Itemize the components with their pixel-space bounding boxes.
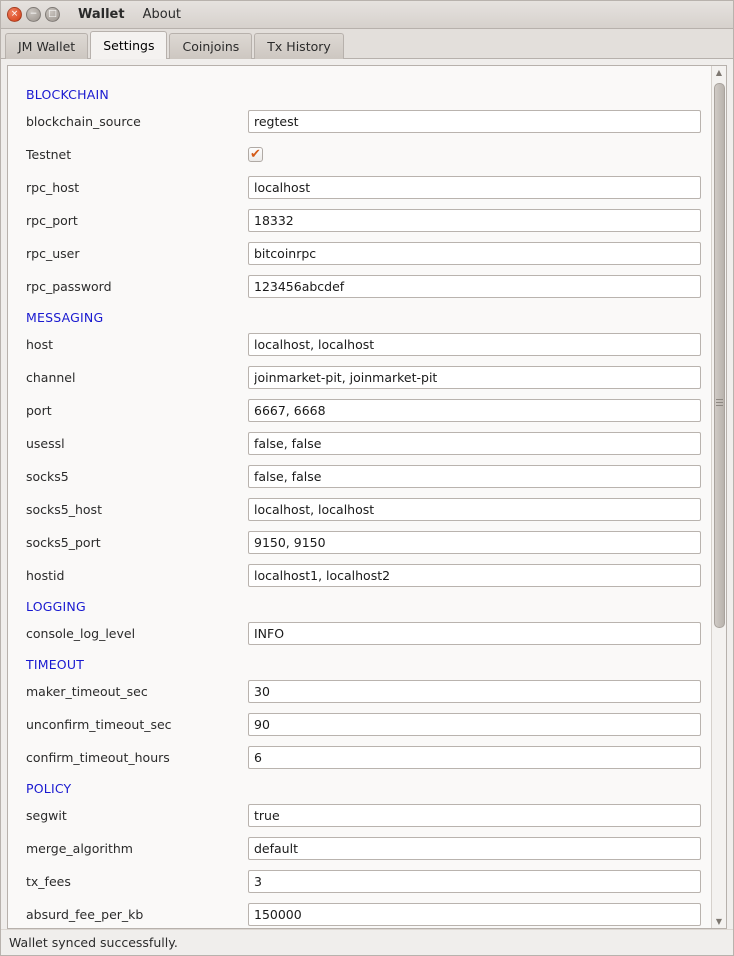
setting-label: channel — [26, 370, 76, 385]
setting-label: segwit — [26, 808, 67, 823]
section-title: TIMEOUT — [26, 657, 85, 672]
setting-input[interactable] — [248, 531, 701, 554]
settings-section-header — [26, 303, 701, 328]
title-bar — [1, 1, 733, 29]
setting-label: rpc_port — [26, 213, 78, 228]
setting-input[interactable] — [248, 746, 701, 769]
setting-input[interactable] — [248, 713, 701, 736]
settings-panel — [7, 65, 727, 929]
setting-input[interactable] — [248, 903, 701, 926]
setting-input[interactable] — [248, 680, 701, 703]
setting-checkbox[interactable]: ✔ — [248, 147, 263, 162]
settings-section-header — [26, 592, 701, 617]
section-title: POLICY — [26, 781, 72, 796]
status-message: Wallet synced successfully. — [9, 935, 178, 950]
settings-row — [26, 394, 701, 427]
setting-label: merge_algorithm — [26, 841, 133, 856]
scroll-down-icon[interactable]: ▼ — [715, 917, 723, 926]
setting-input[interactable] — [248, 333, 701, 356]
setting-label: rpc_user — [26, 246, 80, 261]
setting-label: hostid — [26, 568, 65, 583]
content-area — [1, 59, 733, 929]
settings-row — [26, 865, 701, 898]
settings-row — [26, 617, 701, 650]
window-controls — [7, 7, 60, 22]
setting-input[interactable] — [248, 432, 701, 455]
vertical-scrollbar[interactable] — [711, 66, 726, 928]
scrollbar-grip-icon — [716, 399, 723, 407]
settings-row — [26, 361, 701, 394]
maximize-icon[interactable]: □ — [45, 7, 60, 22]
status-bar — [1, 929, 733, 955]
setting-label: blockchain_source — [26, 114, 141, 129]
close-icon[interactable]: × — [7, 7, 22, 22]
settings-row — [26, 105, 701, 138]
setting-label: rpc_host — [26, 180, 80, 195]
setting-label: usessl — [26, 436, 65, 451]
settings-section-header — [26, 650, 701, 675]
setting-input[interactable] — [248, 242, 701, 265]
setting-label: socks5_host — [26, 502, 102, 517]
settings-row — [26, 675, 701, 708]
setting-label: port — [26, 403, 52, 418]
section-title: LOGGING — [26, 599, 86, 614]
settings-table — [26, 80, 701, 928]
setting-input[interactable] — [248, 275, 701, 298]
scrollbar-track[interactable] — [713, 79, 726, 915]
settings-section-header — [26, 80, 701, 105]
tab-tx-history[interactable]: Tx History — [254, 33, 343, 59]
setting-label: tx_fees — [26, 874, 71, 889]
setting-input[interactable] — [248, 399, 701, 422]
setting-label: Testnet — [26, 147, 72, 162]
setting-input[interactable] — [248, 498, 701, 521]
settings-row — [26, 493, 701, 526]
menu-bar — [76, 5, 183, 24]
setting-label: maker_timeout_sec — [26, 684, 148, 699]
menu-item-about[interactable]: About — [142, 7, 182, 22]
setting-input[interactable] — [248, 209, 701, 232]
scrollbar-thumb[interactable] — [714, 83, 725, 628]
setting-input[interactable] — [248, 564, 701, 587]
settings-row — [26, 799, 701, 832]
settings-row — [26, 171, 701, 204]
setting-label: rpc_password — [26, 279, 112, 294]
setting-label: socks5 — [26, 469, 69, 484]
setting-input[interactable] — [248, 837, 701, 860]
minimize-icon[interactable]: − — [26, 7, 41, 22]
tab-jm-wallet[interactable]: JM Wallet — [5, 33, 88, 59]
menu-item-wallet[interactable]: Wallet — [78, 7, 125, 22]
settings-form — [8, 66, 711, 928]
section-title: BLOCKCHAIN — [26, 87, 109, 102]
settings-row — [26, 427, 701, 460]
settings-row — [26, 204, 701, 237]
tab-settings[interactable]: Settings — [90, 31, 167, 59]
setting-input[interactable] — [248, 622, 701, 645]
section-title: MESSAGING — [26, 310, 104, 325]
settings-row — [26, 460, 701, 493]
settings-row — [26, 138, 701, 171]
setting-label: host — [26, 337, 53, 352]
setting-input[interactable] — [248, 366, 701, 389]
settings-row — [26, 832, 701, 865]
setting-input[interactable] — [248, 465, 701, 488]
settings-row — [26, 237, 701, 270]
settings-section-header — [26, 774, 701, 799]
settings-row — [26, 708, 701, 741]
scroll-up-icon[interactable]: ▲ — [715, 68, 723, 77]
settings-row — [26, 559, 701, 592]
settings-row — [26, 526, 701, 559]
setting-label: socks5_port — [26, 535, 101, 550]
setting-input[interactable] — [248, 110, 701, 133]
settings-row — [26, 898, 701, 928]
settings-row — [26, 328, 701, 361]
setting-label: console_log_level — [26, 626, 136, 641]
setting-label: confirm_timeout_hours — [26, 750, 170, 765]
setting-label: absurd_fee_per_kb — [26, 907, 144, 922]
tab-bar — [1, 29, 733, 59]
tab-coinjoins[interactable]: Coinjoins — [169, 33, 252, 59]
settings-row — [26, 270, 701, 303]
setting-label: unconfirm_timeout_sec — [26, 717, 172, 732]
setting-input[interactable] — [248, 870, 701, 893]
settings-row — [26, 741, 701, 774]
setting-input[interactable] — [248, 804, 701, 827]
setting-input[interactable] — [248, 176, 701, 199]
